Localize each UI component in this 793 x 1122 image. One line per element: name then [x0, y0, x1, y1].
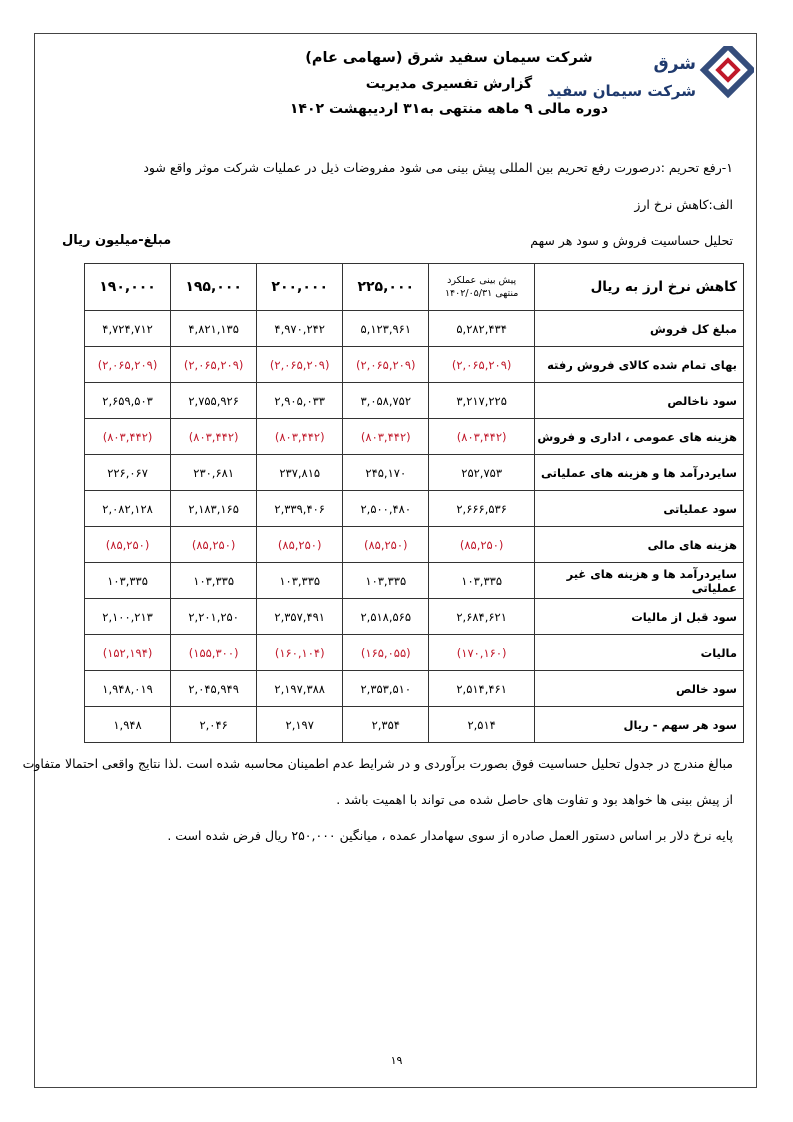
table-cell: ۴,۸۲۱,۱۳۵ — [171, 311, 257, 347]
table-cell: ۲,۳۵۳,۵۱۰ — [343, 671, 429, 707]
row-label: بهای تمام شده کالای فروش رفته — [535, 347, 744, 383]
table-cell: ۳,۲۱۷,۲۲۵ — [429, 383, 535, 419]
table-cell: ۲,۳۵۷,۴۹۱ — [257, 599, 343, 635]
table-cell: (۱۶۰,۱۰۴) — [257, 635, 343, 671]
page-number: ۱۹ — [390, 1054, 403, 1067]
table-cell: ۲,۶۵۹,۵۰۳ — [85, 383, 171, 419]
table-row — [85, 455, 744, 491]
table-cell: (۱۵۵,۳۰۰) — [171, 635, 257, 671]
column-header: ۲۲۵,۰۰۰ — [343, 264, 429, 311]
table-row — [85, 347, 744, 383]
table-cell: ۴,۷۲۴,۷۱۲ — [85, 311, 171, 347]
table-cell: ۲,۱۹۷ — [257, 707, 343, 743]
table-cell: ۵,۲۸۲,۴۳۴ — [429, 311, 535, 347]
table-cell: (۸۰۳,۴۴۲) — [85, 419, 171, 455]
row-label: سود هر سهم - ریال — [535, 707, 744, 743]
table-row — [85, 527, 744, 563]
row-label: سود خالص — [535, 671, 744, 707]
table-cell: ۳,۰۵۸,۷۵۲ — [343, 383, 429, 419]
table-cell: ۲,۰۴۶ — [171, 707, 257, 743]
forecast-header-line-1: پیش بینی عملکرد — [447, 275, 517, 286]
row-label: سود عملیاتی — [535, 491, 744, 527]
table-cell: ۲۵۲,۷۵۳ — [429, 455, 535, 491]
table-cell: ۲,۵۱۸,۵۶۵ — [343, 599, 429, 635]
table-cell: ۲۳۷,۸۱۵ — [257, 455, 343, 491]
table-cell: ۵,۱۲۳,۹۶۱ — [343, 311, 429, 347]
table-cell: ۱,۹۴۸ — [85, 707, 171, 743]
table-header-row — [85, 264, 744, 311]
table-row — [85, 563, 744, 599]
logo-text-top: شرق — [653, 54, 696, 74]
table-row — [85, 419, 744, 455]
table-cell: (۸۰۳,۴۴۲) — [171, 419, 257, 455]
table-cell: ۱۰۳,۳۳۵ — [429, 563, 535, 599]
row-label: سایردرآمد ها و هزینه های غیر عملیاتی — [535, 563, 744, 599]
table-cell: ۲,۵۱۴,۴۶۱ — [429, 671, 535, 707]
table-cell: (۲,۰۶۵,۲۰۹) — [343, 347, 429, 383]
table-cell: (۲,۰۶۵,۲۰۹) — [85, 347, 171, 383]
row-label: سایردرآمد ها و هزینه های عملیاتی — [535, 455, 744, 491]
table-cell: ۲۲۶,۰۶۷ — [85, 455, 171, 491]
table-cell: ۲,۱۹۷,۳۸۸ — [257, 671, 343, 707]
row-label: سود ناخالص — [535, 383, 744, 419]
footnote-line-3: پایه نرخ دلار بر اساس دستور العمل صادره از سوی سهامدار عمده ، میانگین ۲۵۰,۰۰۰ ریال فرض شده است . — [167, 828, 733, 843]
table-cell: (۸۵,۲۵۰) — [343, 527, 429, 563]
row-label: هزینه های مالی — [535, 527, 744, 563]
logo-emblem-icon — [694, 46, 754, 106]
table-cell: (۸۰۳,۴۴۲) — [343, 419, 429, 455]
forecast-header-line-2: منتهی ۱۴۰۲/۰۵/۳۱ — [444, 288, 519, 299]
table-cell: (۲,۰۶۵,۲۰۹) — [171, 347, 257, 383]
table-cell: ۲,۹۰۵,۰۳۳ — [257, 383, 343, 419]
table-cell: (۱۵۲,۱۹۴) — [85, 635, 171, 671]
table-cell: ۱۰۳,۳۳۵ — [171, 563, 257, 599]
table-cell: (۸۵,۲۵۰) — [85, 527, 171, 563]
table-cell: (۲,۰۶۵,۲۰۹) — [257, 347, 343, 383]
table-cell: ۱۰۳,۳۳۵ — [85, 563, 171, 599]
row-label: هزینه های عمومی ، اداری و فروش — [535, 419, 744, 455]
table-cell: (۸۵,۲۵۰) — [429, 527, 535, 563]
table-row — [85, 671, 744, 707]
table-cell: ۲۳۰,۶۸۱ — [171, 455, 257, 491]
table-cell: ۱۰۳,۳۳۵ — [343, 563, 429, 599]
table-cell: (۱۷۰,۱۶۰) — [429, 635, 535, 671]
table-cell: ۲,۰۴۵,۹۴۹ — [171, 671, 257, 707]
section-intro: ۱-رفع تحریم :درصورت رفع تحریم بین المللی پیش بینی می شود مفروضات ذیل در عملیات شرکت موثر واقع شود — [143, 160, 733, 175]
sensitivity-table — [84, 263, 744, 743]
table-cell: ۱,۹۴۸,۰۱۹ — [85, 671, 171, 707]
row-label: مبلغ کل فروش — [535, 311, 744, 347]
document-header — [34, 42, 757, 122]
forecast-column-header — [429, 264, 535, 311]
table-cell: ۴,۹۷۰,۲۴۲ — [257, 311, 343, 347]
table-cell: (۸۵,۲۵۰) — [257, 527, 343, 563]
table-corner-header: کاهش نرخ ارز به ریال — [535, 264, 744, 311]
table-cell: ۲,۵۰۰,۴۸۰ — [343, 491, 429, 527]
table-cell: ۲,۲۰۱,۲۵۰ — [171, 599, 257, 635]
table-cell: ۲,۱۰۰,۲۱۳ — [85, 599, 171, 635]
table-cell: ۱۰۳,۳۳۵ — [257, 563, 343, 599]
table-cell: ۲,۵۱۴ — [429, 707, 535, 743]
footnote-line-2: از پیش بینی ها خواهد بود و تفاوت های حاصل شده می تواند با اهمیت باشد . — [336, 792, 733, 807]
table-cell: ۲,۷۵۵,۹۲۶ — [171, 383, 257, 419]
table-cell: (۸۰۳,۴۴۲) — [257, 419, 343, 455]
table-cell: ۲,۶۸۴,۶۲۱ — [429, 599, 535, 635]
row-label: مالیات — [535, 635, 744, 671]
table-cell: (۱۶۵,۰۵۵) — [343, 635, 429, 671]
column-header: ۲۰۰,۰۰۰ — [257, 264, 343, 311]
table-row — [85, 635, 744, 671]
column-header: ۱۹۰,۰۰۰ — [85, 264, 171, 311]
table-row — [85, 491, 744, 527]
section-subheading: الف:کاهش نرخ ارز — [634, 197, 733, 212]
analysis-title: تحلیل حساسیت فروش و سود هر سهم — [530, 233, 733, 248]
table-cell: ۲,۶۶۶,۵۳۶ — [429, 491, 535, 527]
report-title: گزارش تفسیری مدیریت — [365, 76, 533, 92]
table-row — [85, 707, 744, 743]
table-row — [85, 311, 744, 347]
company-name: شرکت سیمان سفید شرق (سهامی عام) — [305, 50, 593, 66]
report-period: دوره مالی ۹ ماهه منتهی به۳۱ اردیبهشت ۱۴۰۲ — [289, 101, 609, 117]
table-cell: ۲,۳۳۹,۴۰۶ — [257, 491, 343, 527]
amount-unit-label: مبلغ-میلیون ریال — [62, 233, 172, 248]
footnote-line-1: مبالغ مندرج در جدول تحلیل حساسیت فوق بصورت برآوردی و در شرایط عدم اطمینان محاسبه شده است .لذا نتایج واقعی احتمالا متفاوت — [22, 756, 733, 771]
table-cell: (۸۰۳,۴۴۲) — [429, 419, 535, 455]
table-cell: ۲۴۵,۱۷۰ — [343, 455, 429, 491]
logo-text-bottom: شرکت سیمان سفید — [547, 82, 696, 100]
row-label: سود قبل از مالیات — [535, 599, 744, 635]
table-cell: (۸۵,۲۵۰) — [171, 527, 257, 563]
table-cell: ۲,۳۵۴ — [343, 707, 429, 743]
table-cell: (۲,۰۶۵,۲۰۹) — [429, 347, 535, 383]
column-header: ۱۹۵,۰۰۰ — [171, 264, 257, 311]
table-cell: ۲,۱۸۳,۱۶۵ — [171, 491, 257, 527]
table-row — [85, 599, 744, 635]
table-cell: ۲,۰۸۲,۱۲۸ — [85, 491, 171, 527]
table-row — [85, 383, 744, 419]
company-logo — [547, 42, 754, 124]
